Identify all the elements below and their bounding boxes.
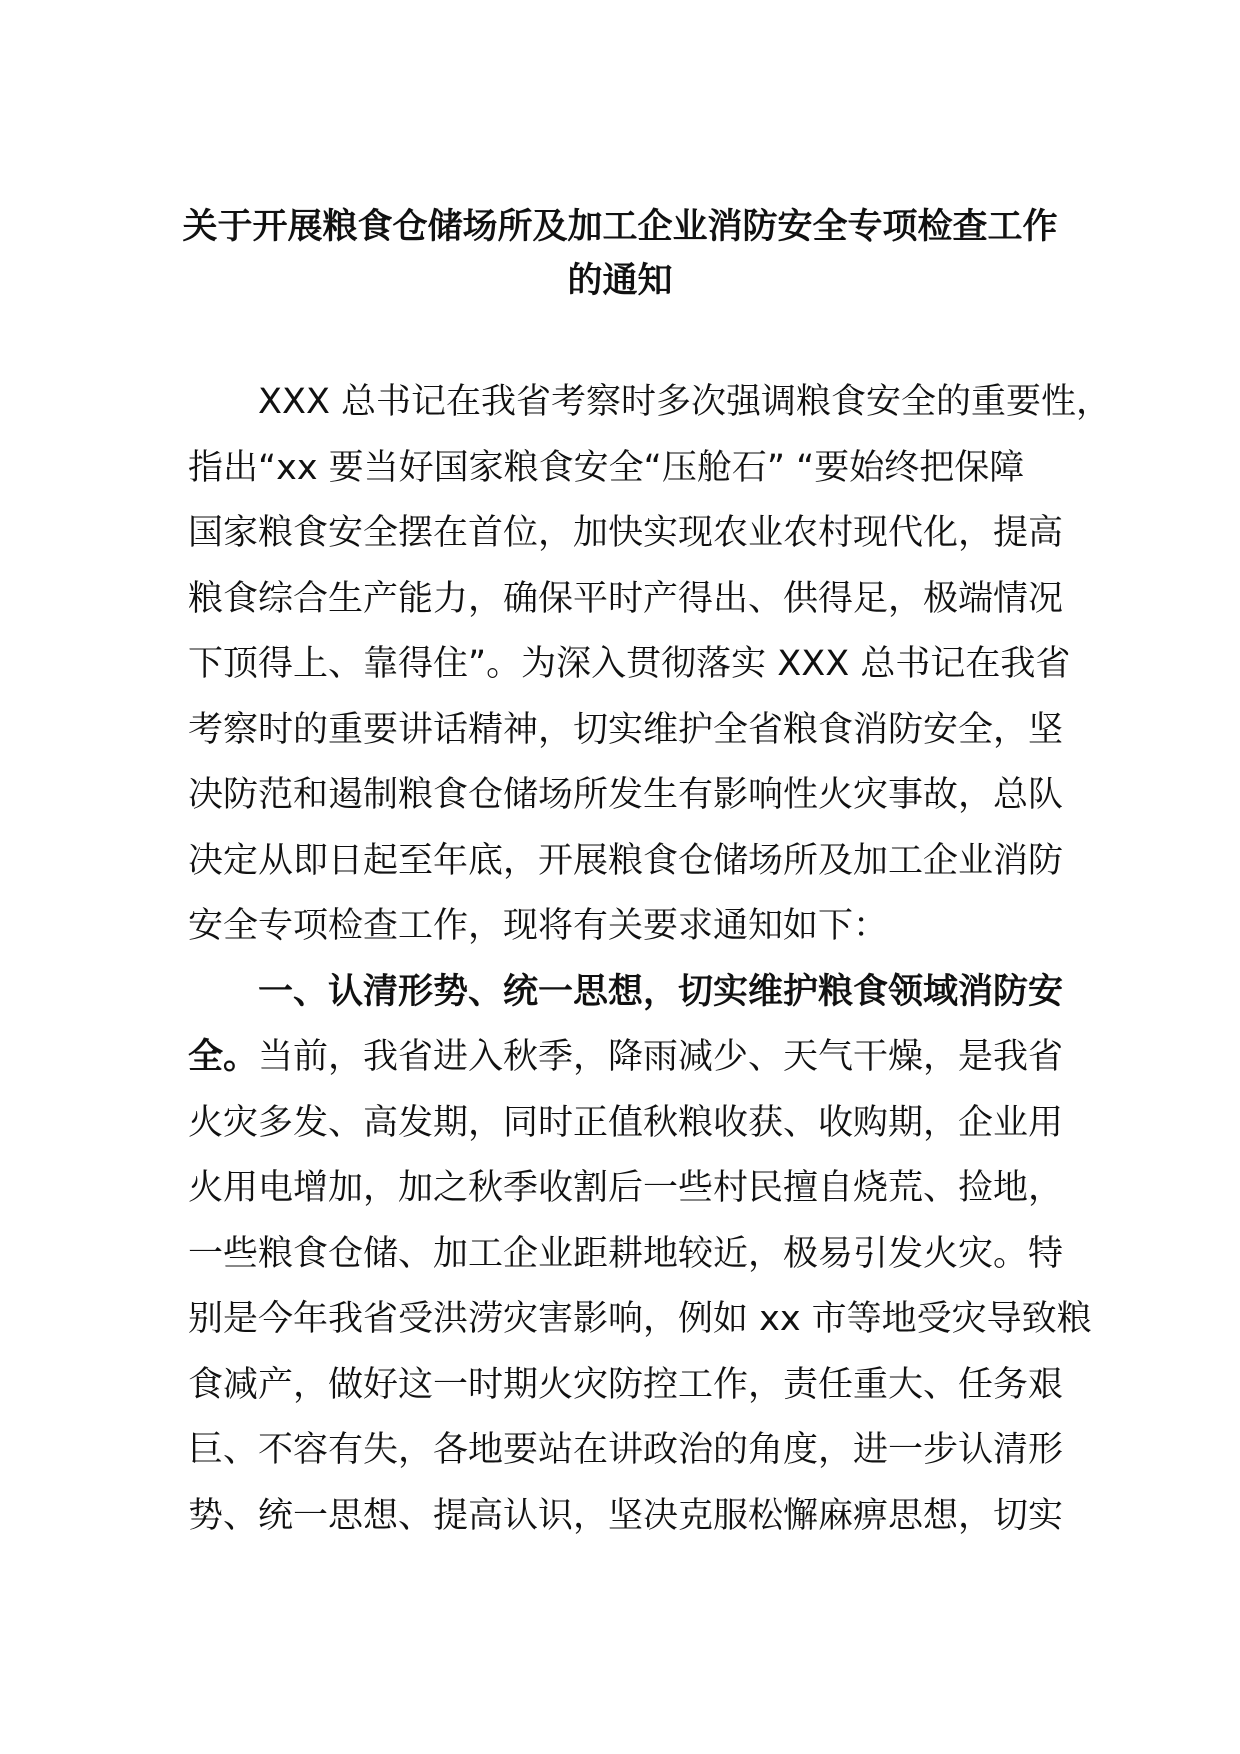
paragraph-line: 下顶得上、靠得住”。为深入贯彻落实 XXX 总书记在我省 [188,644,1071,684]
section-heading: 一、认清形势、统一思想，切实维护粮食领域消防安 [258,971,1064,1012]
paragraph-line: 粮食综合生产能力，确保平时产得出、供得足，极端情况 [188,578,1064,619]
paragraph-line: 国家粮食安全摆在首位，加快实现农业农村现代化，提高 [188,513,1064,553]
paragraph-line: 考察时的重要讲话精神，切实维护全省粮食消防安全，坚 [188,709,1064,750]
paragraph-line: 火灾多发、高发期，同时正值秋粮收获、收购期，企业用 [188,1102,1064,1143]
title-line: 的通知 [567,261,673,301]
document-body [188,370,1112,1549]
title-line: 关于开展粮食仓储场所及加工企业消防安全专项检查工作 [182,207,1058,247]
paragraph-line: 决定从即日起至年底，开展粮食仓储场所及加工企业消防 [188,840,1064,881]
paragraph-line: XXX 总书记在我省考察时多次强调粮食安全的重要性， [258,382,1112,422]
document-title [180,200,1060,308]
section-heading-end: 全。 [188,1037,259,1077]
paragraph-line: 指出“xx 要当好国家粮食安全“压舱石” “要始终把保障 [188,447,1025,488]
paragraph-line: 决防范和遏制粮食仓储场所发生有影响性火灾事故，总队 [188,775,1064,815]
paragraph-line: 巨、不容有失，各地要站在讲政治的角度，进一步认清形 [188,1430,1064,1470]
paragraph-line: 别是今年我省受洪涝灾害影响，例如 xx 市等地受灾导致粮 [188,1299,1092,1339]
paragraph-line: 一些粮食仓储、加工企业距耕地较近，极易引发火灾。特 [188,1233,1064,1274]
paragraph-line: 势、统一思想、提高认识，坚决克服松懈麻痹思想，切实 [188,1495,1064,1536]
paragraph-line: 火用电增加，加之秋季收割后一些村民擅自烧荒、捡地， [188,1168,1064,1208]
section-text: 当前，我省进入秋季，降雨减少、天气干燥，是我省 [258,1037,1064,1077]
paragraph-line [188,1025,1064,1091]
paragraph-line: 食减产，做好这一时期火灾防控工作，责任重大、任务艰 [188,1364,1064,1405]
paragraph-line: 安全专项检查工作，现将有关要求通知如下： [188,906,889,946]
